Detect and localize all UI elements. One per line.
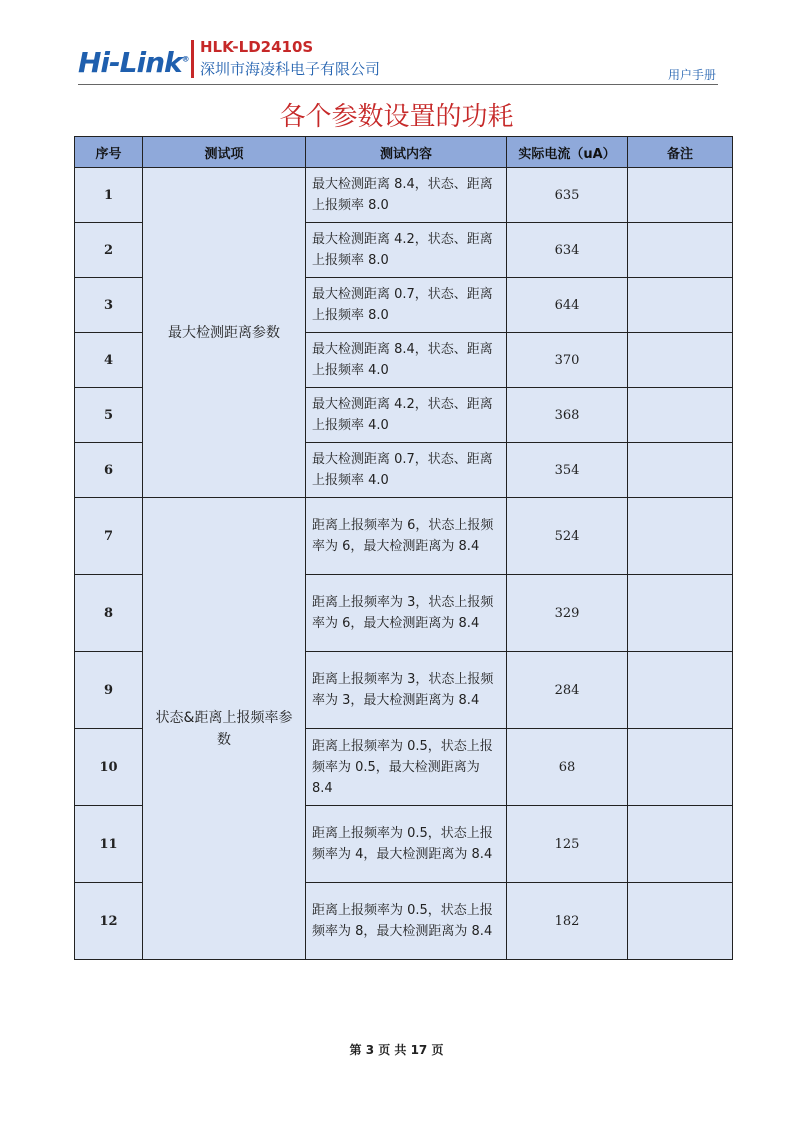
note-cell [628,498,733,575]
test-content: 距离上报频率为 3，状态上报频率为 3，最大检测距离为 8.4 [306,652,507,729]
note-cell [628,729,733,806]
row-number: 9 [75,652,143,729]
current-value: 68 [507,729,628,806]
product-model: HLK-LD2410S [200,38,314,56]
row-number: 2 [75,223,143,278]
current-value: 368 [507,388,628,443]
current-value: 370 [507,333,628,388]
header-test-content: 测试内容 [306,137,507,168]
current-value: 634 [507,223,628,278]
note-cell [628,575,733,652]
test-item-group: 状态&距离上报频率参数 [143,498,306,960]
logo-divider [191,40,194,78]
note-cell [628,806,733,883]
table-row [75,498,733,575]
header-rule [78,84,718,85]
page-number: 第 3 页 共 17 页 [349,1043,444,1057]
current-value: 644 [507,278,628,333]
row-number: 11 [75,806,143,883]
note-cell [628,278,733,333]
company-name: 深圳市海凌科电子有限公司 [200,60,381,78]
test-content: 最大检测距离 0.7，状态、距离上报频率 8.0 [306,278,507,333]
page-header [78,36,718,82]
test-content: 最大检测距离 8.4，状态、距离上报频率 4.0 [306,333,507,388]
test-content: 距离上报频率为 0.5，状态上报频率为 4，最大检测距离为 8.4 [306,806,507,883]
note-cell [628,388,733,443]
test-content: 最大检测距离 4.2，状态、距离上报频率 4.0 [306,388,507,443]
row-number: 7 [75,498,143,575]
row-number: 5 [75,388,143,443]
test-content: 最大检测距离 0.7，状态、距离上报频率 4.0 [306,443,507,498]
header-no: 序号 [75,137,143,168]
test-content: 最大检测距离 4.2，状态、距离上报频率 8.0 [306,223,507,278]
row-number: 6 [75,443,143,498]
note-cell [628,652,733,729]
row-number: 1 [75,168,143,223]
manual-label: 用户手册 [667,68,716,82]
current-value: 354 [507,443,628,498]
current-value: 284 [507,652,628,729]
test-content: 最大检测距离 8.4，状态、距离上报频率 8.0 [306,168,507,223]
header-current: 实际电流（uA） [507,137,628,168]
note-cell [628,883,733,960]
test-item-group: 最大检测距离参数 [143,168,306,498]
test-content: 距离上报频率为 0.5，状态上报频率为 8，最大检测距离为 8.4 [306,883,507,960]
current-value: 125 [507,806,628,883]
row-number: 10 [75,729,143,806]
test-content: 距离上报频率为 3，状态上报频率为 6，最大检测距离为 8.4 [306,575,507,652]
row-number: 12 [75,883,143,960]
note-cell [628,168,733,223]
power-consumption-table [74,136,733,960]
note-cell [628,223,733,278]
current-value: 635 [507,168,628,223]
note-cell [628,333,733,388]
header-note: 备注 [628,137,733,168]
row-number: 3 [75,278,143,333]
header-test-item: 测试项 [143,137,306,168]
test-content: 距离上报频率为 6，状态上报频率为 6，最大检测距离为 8.4 [306,498,507,575]
table-row [75,168,733,223]
current-value: 329 [507,575,628,652]
table-header-row [75,137,733,168]
current-value: 524 [507,498,628,575]
company-logo: Hi-Link® [78,46,189,79]
row-number: 4 [75,333,143,388]
current-value: 182 [507,883,628,960]
note-cell [628,443,733,498]
row-number: 8 [75,575,143,652]
test-content: 距离上报频率为 0.5，状态上报频率为 0.5，最大检测距离为 8.4 [306,729,507,806]
page-title: 各个参数设置的功耗 [279,102,514,132]
